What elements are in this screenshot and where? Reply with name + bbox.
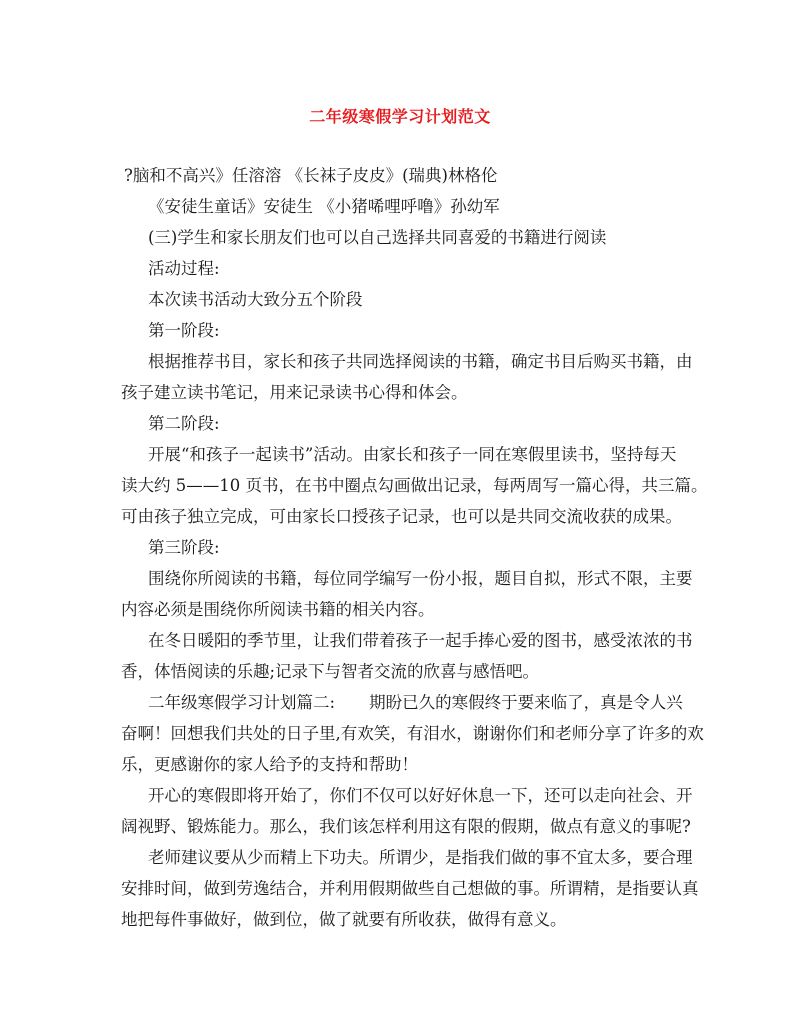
text-line: 安排时间，做到劳逸结合，并利用假期做些自己想做的事。所谓精，是指要认真 (121, 879, 699, 898)
text-line: 读大约 5——10 页书，在书中圈点勾画做出记录，每两周写一篇心得，共三篇。 (121, 476, 708, 495)
text-line: 开心的寒假即将开始了，你们不仅可以好好休息一下，还可以走向社会、开 (148, 786, 693, 805)
text-line: 第三阶段: (148, 538, 220, 557)
text-line: (三)学生和家长朋友们也可以自己选择共同喜爱的书籍进行阅读 (148, 228, 607, 247)
text-line: 孩子建立读书笔记，用来记录读书心得和体会。 (121, 383, 468, 402)
text-line: 奋啊！回想我们共处的日子里,有欢笑，有泪水，谢谢你们和老师分享了许多的欢 (121, 724, 704, 743)
text-fragment: 期盼已久的寒假终于要来临了，真是令人兴 (369, 693, 683, 712)
text-line: 可由孩子独立完成，可由家长口授孩子记录，也可以是共同交流收获的成果。 (121, 507, 682, 526)
document-title: 二年级寒假学习计划范文 (309, 107, 491, 126)
text-line: 老师建议要从少而精上下功夫。所谓少，是指我们做的事不宜太多，要合理 (148, 848, 693, 867)
text-line: 本次读书活动大致分五个阶段 (148, 290, 363, 309)
text-line: 开展“和孩子一起读书”活动。由家长和孩子一同在寒假里读书，坚持每天 (148, 445, 677, 464)
text-line: 第一阶段: (148, 321, 220, 340)
text-line: 根据推荐书目，家长和孩子共同选择阅读的书籍，确定书目后购买书籍，由 (148, 352, 693, 371)
text-line: ?脑和不高兴》任溶溶 《长袜子皮皮》(瑞典)林格伦 (124, 166, 498, 185)
text-line: 阔视野、锻炼能力。那么，我们该怎样利用这有限的假期，做点有意义的事呢? (121, 817, 691, 836)
text-line-composite (121, 687, 681, 718)
section-heading: 二年级寒假学习计划篇二: (148, 693, 336, 712)
text-line: 乐，更感谢你的家人给予的支持和帮助！ (121, 755, 418, 774)
text-line: 活动过程: (148, 259, 220, 278)
text-line: 第二阶段: (148, 414, 220, 433)
document-body (121, 160, 708, 935)
text-line: 围绕你所阅读的书籍，每位同学编写一份小报，题目自拟，形式不限，主要 (148, 569, 693, 588)
text-line: 内容必须是围绕你所阅读书籍的相关内容。 (121, 600, 435, 619)
text-line: 《安徒生童话》安徒生 《小猪唏哩呼噜》孙幼军 (148, 197, 500, 216)
text-line: 地把每件事做好，做到位，做了就要有所收获，做得有意义。 (121, 910, 567, 929)
text-line: 香，体悟阅读的乐趣;记录下与智者交流的欣喜与感悟吧。 (121, 662, 540, 681)
text-line: 在冬日暖阳的季节里，让我们带着孩子一起手捧心爱的图书，感受浓浓的书 (148, 631, 693, 650)
